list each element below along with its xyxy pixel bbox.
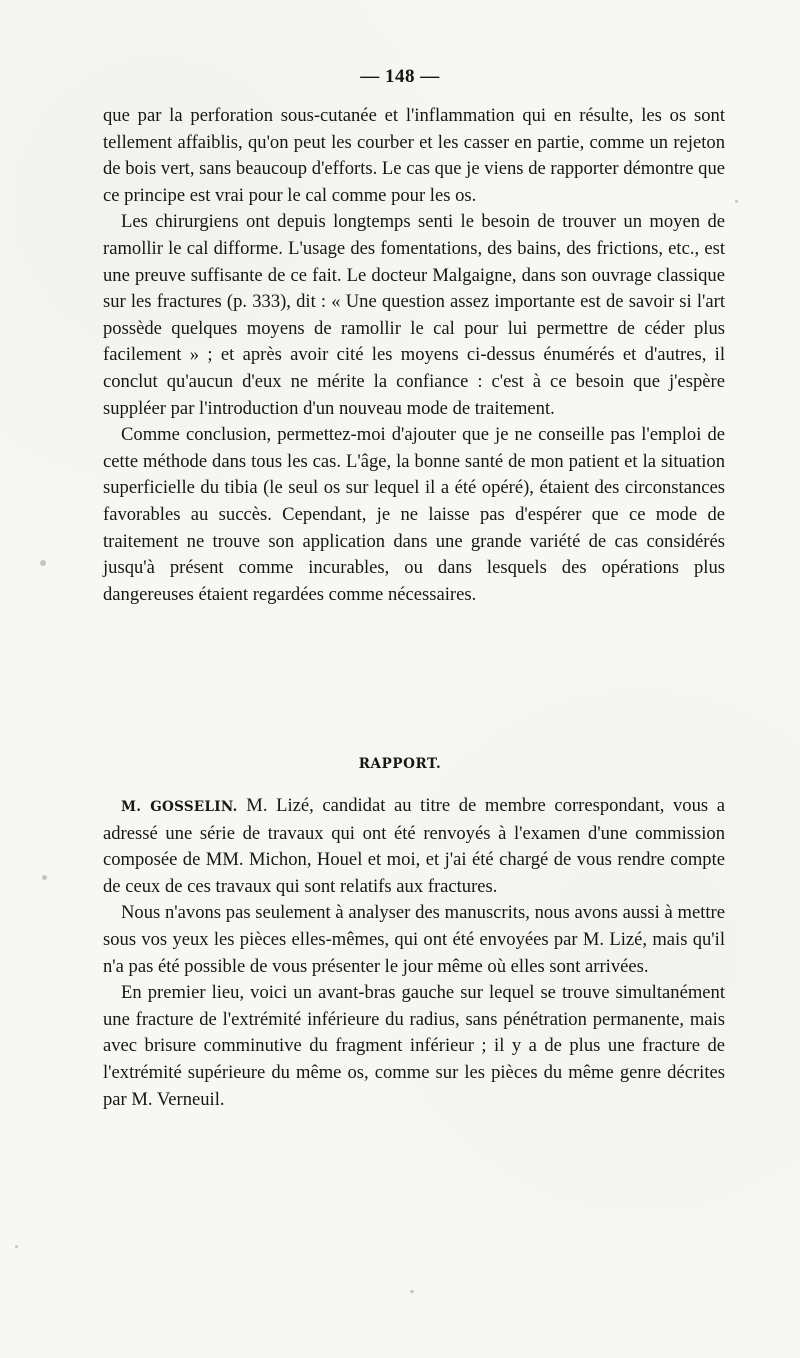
paragraph-continuation: que par la perforation sous-cutanée et l'inflammation qui en résulte, les os sont tellement affaiblis, qu'on peut les courber et les casser en partie, comme un rejeton de bois vert, sans beaucoup d'efforts. Le cas que je viens de rapporter démontre que ce principe est vrai pour le cal comme pour les os. [103, 105, 725, 206]
page-number: — 148 — [360, 66, 440, 87]
body-text-top [103, 103, 725, 608]
paragraph-chirurgiens: Les chirurgiens ont depuis longtemps senti le besoin de trouver un moyen de ramollir le cal difforme. L'usage des fomentations, des bains, des frictions, etc., est une preuve suffisante de ce fait. Le docteur Malgaigne, dans son ouvrage classique sur les fractures (p. 333), dit : « Une question assez importante est de savoir si l'art possède quelques moyens de ramollir le cal pour lui permettre de céder plus facilement » ; et après avoir cité les moyens ci-dessus énumérés et d'autres, il conclut qu'aucun d'eux ne mérite la confiance : c'est à ce besoin que j'espère suppléer par l'introduction d'un nouveau mode de traitement. [103, 211, 725, 419]
section-heading: RAPPORT. [358, 756, 442, 772]
report-intro-text: M. Lizé, candidat au titre de membre correspondant, vous a adressé une série de travaux qui ont été renvoyés à l'examen d'une commission composée de MM. Michon, Houel et moi, et j'ai été chargé de vous rendre compte de ceux de ces travaux qui sont relatifs aux fractures. [103, 795, 725, 897]
body-text-report [103, 793, 725, 1113]
scan-speck [42, 875, 47, 880]
paragraph-manuscrits: Nous n'avons pas seulement à analyser des manuscrits, nous avons aussi à mettre sous vos yeux les pièces elles-mêmes, qui ont été envoyées par M. Lizé, mais qu'il n'a pas été possible de vous présenter le jour même où elles sont arrivées. [103, 902, 725, 977]
paragraph-report-intro [103, 793, 725, 900]
paragraph-avant-bras: En premier lieu, voici un avant-bras gauche sur lequel se trouve simultanément une fracture de l'extrémité inférieure du radius, sans pénétration permanente, mais avec brisure comminutive du fragment inférieur ; il y a de plus une fracture de l'extrémité supérieure du même os, comme sur les pièces du même genre décrites par M. Verneuil. [103, 982, 725, 1110]
scan-speck [15, 1245, 18, 1248]
scan-speck [410, 1290, 414, 1293]
scan-speck [40, 560, 46, 566]
report-speaker: M. GOSSELIN. [121, 799, 238, 815]
scan-speck [735, 200, 738, 203]
paragraph-conclusion: Comme conclusion, permettez-moi d'ajouter que je ne conseille pas l'emploi de cette méthode dans tous les cas. L'âge, la bonne santé de mon patient et la situation superficielle du tibia (le seul os sur lequel il a été opéré), étaient des circonstances favorables au succès. Cependant, je ne laisse pas d'espérer que ce mode de traitement ne trouve son application dans une grande variété de cas considérés jusqu'à présent comme incurables, ou dans lesquels des opérations plus dangereuses étaient regardées comme nécessaires. [103, 424, 725, 605]
